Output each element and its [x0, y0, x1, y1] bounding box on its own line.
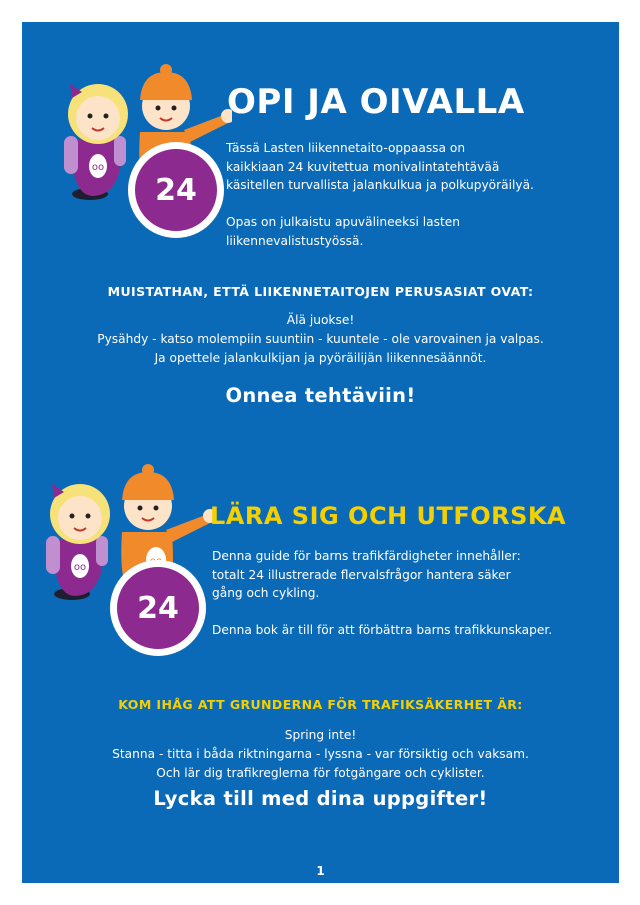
page-number: 1 — [316, 864, 325, 878]
closing-message: Onnea tehtäviin! — [225, 384, 416, 407]
task-count-badge — [110, 560, 206, 656]
intro-paragraph: Denna bok är till för att förbättra barns trafikkunskaper. — [212, 623, 553, 637]
intro-paragraph: Opas on julkaistu apuvälineeksi lasten liikennevalistustyössä. — [226, 215, 460, 248]
intro-text — [226, 139, 586, 269]
rule-line: Pysähdy - katso molempiin suuntiin - kuuntele - ole varovainen ja valpas. — [97, 332, 544, 346]
closing-message: Lycka till med dina uppgifter! — [153, 787, 488, 810]
rules-list — [22, 726, 619, 783]
svg-text:oo: oo — [73, 562, 87, 573]
svg-text:oo: oo — [91, 162, 105, 173]
section-swedish — [22, 432, 619, 832]
page-background — [22, 22, 619, 883]
page-title: OPI JA OIVALLA — [227, 82, 525, 122]
intro-paragraph: Denna guide för barns trafikfärdigheter innehåller: totalt 24 illustrerade flervalsfrågor hantera säker gång och cykling. — [212, 549, 521, 600]
rules-list — [22, 311, 619, 368]
rule-line: Älä juokse! — [286, 313, 355, 327]
basics-subheading: KOM IHÅG ATT GRUNDERNA FÖR TRAFIKSÄKERHET ÄR: — [118, 697, 523, 712]
task-count-badge — [128, 142, 224, 238]
rule-line: Spring inte! — [284, 728, 357, 742]
basics-subheading: MUISTATHAN, ETTÄ LIIKENNETAITOJEN PERUSASIAT OVAT: — [107, 284, 534, 299]
badge-number: 24 — [137, 590, 179, 626]
rule-line: Stanna - titta i båda riktningarna - lyssna - var försiktig och vaksam. — [112, 747, 529, 761]
rule-line: Och lär dig trafikreglerna för fotgängare och cyklister. — [156, 766, 485, 780]
rule-line: Ja opettele jalankulkijan ja pyöräilijän liikennesäännöt. — [154, 351, 487, 365]
badge-number: 24 — [155, 172, 197, 208]
section-finnish — [22, 22, 619, 422]
intro-paragraph: Tässä Lasten liikennetaito-oppaassa on kaikkiaan 24 kuvitettua monivalintatehtävää käsitellen turvallista jalankulkua ja polkupyöräilyä. — [226, 141, 534, 192]
intro-text — [212, 547, 607, 658]
page-title: LÄRA SIG OCH UTFORSKA — [210, 502, 567, 530]
